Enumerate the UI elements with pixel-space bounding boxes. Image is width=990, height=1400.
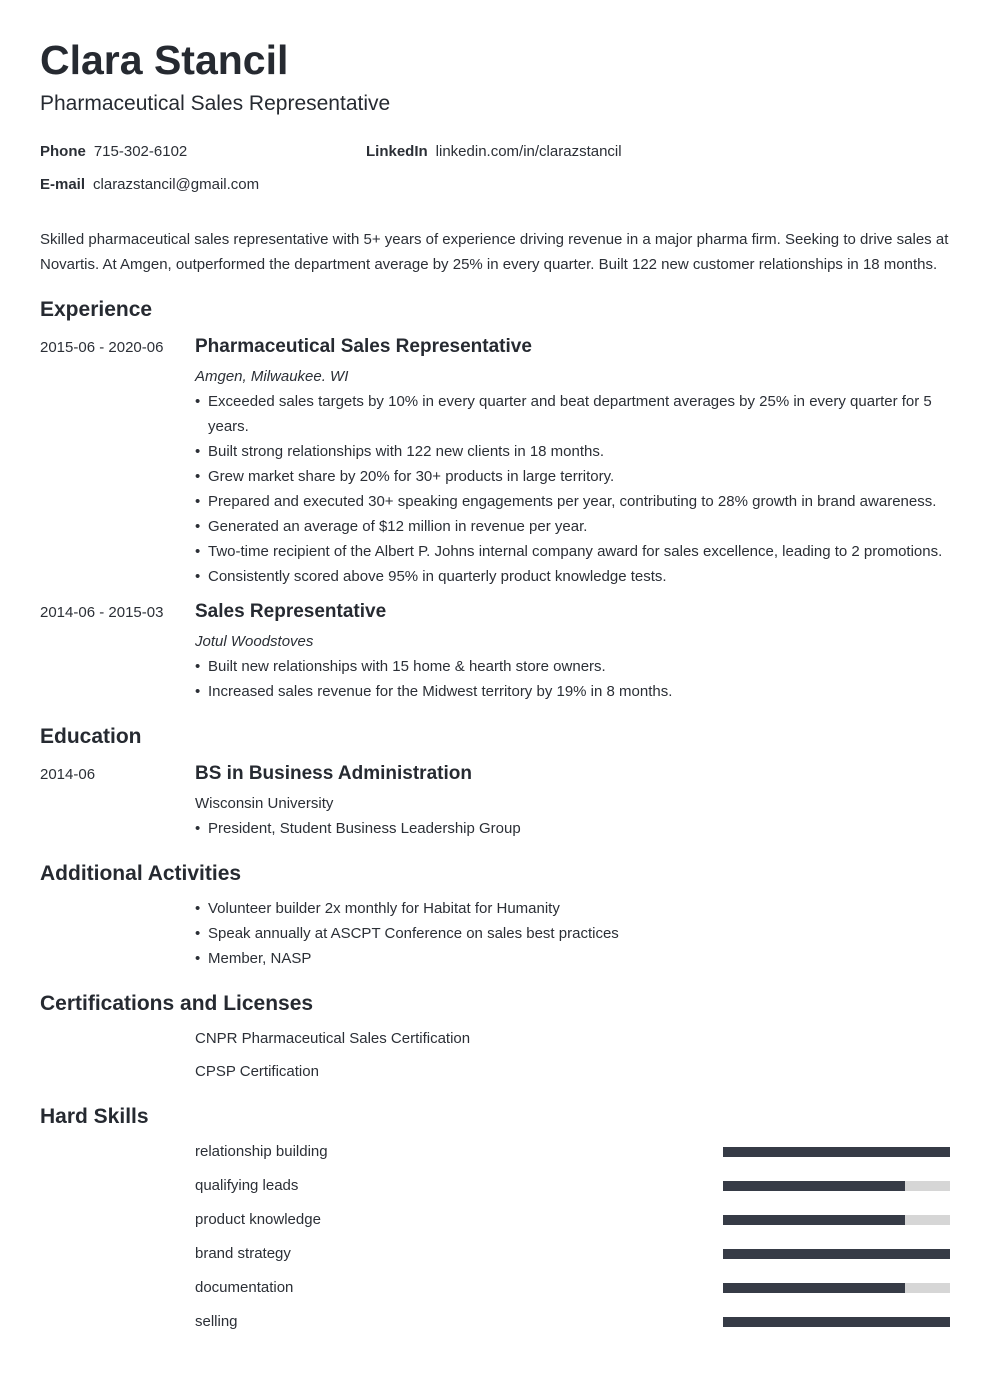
skill-name: qualifying leads [195,1177,299,1194]
job-company: Jotul Woodstoves [195,633,314,650]
education-date: 2014-06 [40,766,96,783]
skill-level-bar [723,1283,950,1293]
contact-email [40,175,259,195]
experience-heading: Experience [40,298,153,321]
certification-item: CNPR Pharmaceutical Sales Certification [195,1030,471,1047]
skill-level-bar [723,1147,950,1157]
contact-linkedin [366,142,622,162]
skill-level-fill [723,1181,905,1191]
skill-level-fill [723,1283,905,1293]
job-bullets [195,389,950,589]
skill-name: documentation [195,1279,294,1296]
job-dates: 2015-06 - 2020-06 [40,339,164,356]
certifications-heading: Certifications and Licenses [40,992,314,1015]
activities-bullets [195,896,950,971]
job-role: Sales Representative [195,601,387,622]
list-item: • Two-time recipient of the Albert P. Johns internal company award for sales excellence, leading to 2 promotions. [195,539,950,564]
list-item: • Prepared and executed 30+ speaking engagements per year, contributing to 28% growth in brand awareness. [195,489,950,514]
list-item: • Built new relationships with 15 home & hearth store owners. [195,654,950,679]
summary: Skilled pharmaceutical sales representative with 5+ years of experience driving revenue in a major pharma firm. Seeking to drive sales at Novartis. At Amgen, outperformed the department average by 25% in every quarter. Built 122 new customer relationships in 18 months. [40,231,949,273]
list-item: • Generated an average of $12 million in revenue per year. [195,514,950,539]
contact-phone [40,142,187,162]
education-school: Wisconsin University [195,795,334,812]
job-dates: 2014-06 - 2015-03 [40,604,164,621]
skill-name: relationship building [195,1143,328,1160]
skill-level-fill [723,1215,905,1225]
list-item: • Increased sales revenue for the Midwest territory by 19% in 8 months. [195,679,950,704]
job-company: Amgen, Milwaukee. WI [195,368,349,385]
skill-name: selling [195,1313,238,1330]
job-role: Pharmaceutical Sales Representative [195,336,532,357]
certification-item: CPSP Certification [195,1063,319,1080]
skills-heading: Hard Skills [40,1105,149,1128]
phone-value: 715-302-6102 [93,143,188,160]
skill-level-fill [723,1317,950,1327]
activities-heading: Additional Activities [40,862,242,885]
list-item: • Consistently scored above 95% in quarterly product knowledge tests. [195,564,950,589]
list-item: • President, Student Business Leadership Group [195,816,950,841]
linkedin-value[interactable]: linkedin.com/in/clarazstancil [435,143,622,160]
education-heading: Education [40,725,142,748]
phone-label: Phone [40,143,86,160]
list-item: • Built strong relationships with 122 new clients in 18 months. [195,439,950,464]
linkedin-label: LinkedIn [366,143,428,160]
list-item: • Member, NASP [195,946,950,971]
list-item: • Grew market share by 20% for 30+ products in large territory. [195,464,950,489]
skill-name: product knowledge [195,1211,321,1228]
list-item: • Speak annually at ASCPT Conference on sales best practices [195,921,950,946]
education-bullets [195,816,950,841]
email-label: E-mail [40,176,86,193]
email-value[interactable]: clarazstancil@gmail.com [93,176,260,193]
skill-level-bar [723,1249,950,1259]
skill-level-fill [723,1147,950,1157]
job-bullets [195,654,950,704]
skill-level-bar [723,1181,950,1191]
skill-level-bar [723,1215,950,1225]
education-degree: BS in Business Administration [195,763,472,784]
skill-name: brand strategy [195,1245,291,1262]
skill-level-fill [723,1249,950,1259]
list-item: • Volunteer builder 2x monthly for Habitat for Humanity [195,896,950,921]
candidate-title: Pharmaceutical Sales Representative [40,92,391,115]
candidate-name: Clara Stancil [40,37,289,83]
list-item: • Exceeded sales targets by 10% in every quarter and beat department averages by 25% in every quarter for 5 years. [195,389,950,439]
skill-level-bar [723,1317,950,1327]
